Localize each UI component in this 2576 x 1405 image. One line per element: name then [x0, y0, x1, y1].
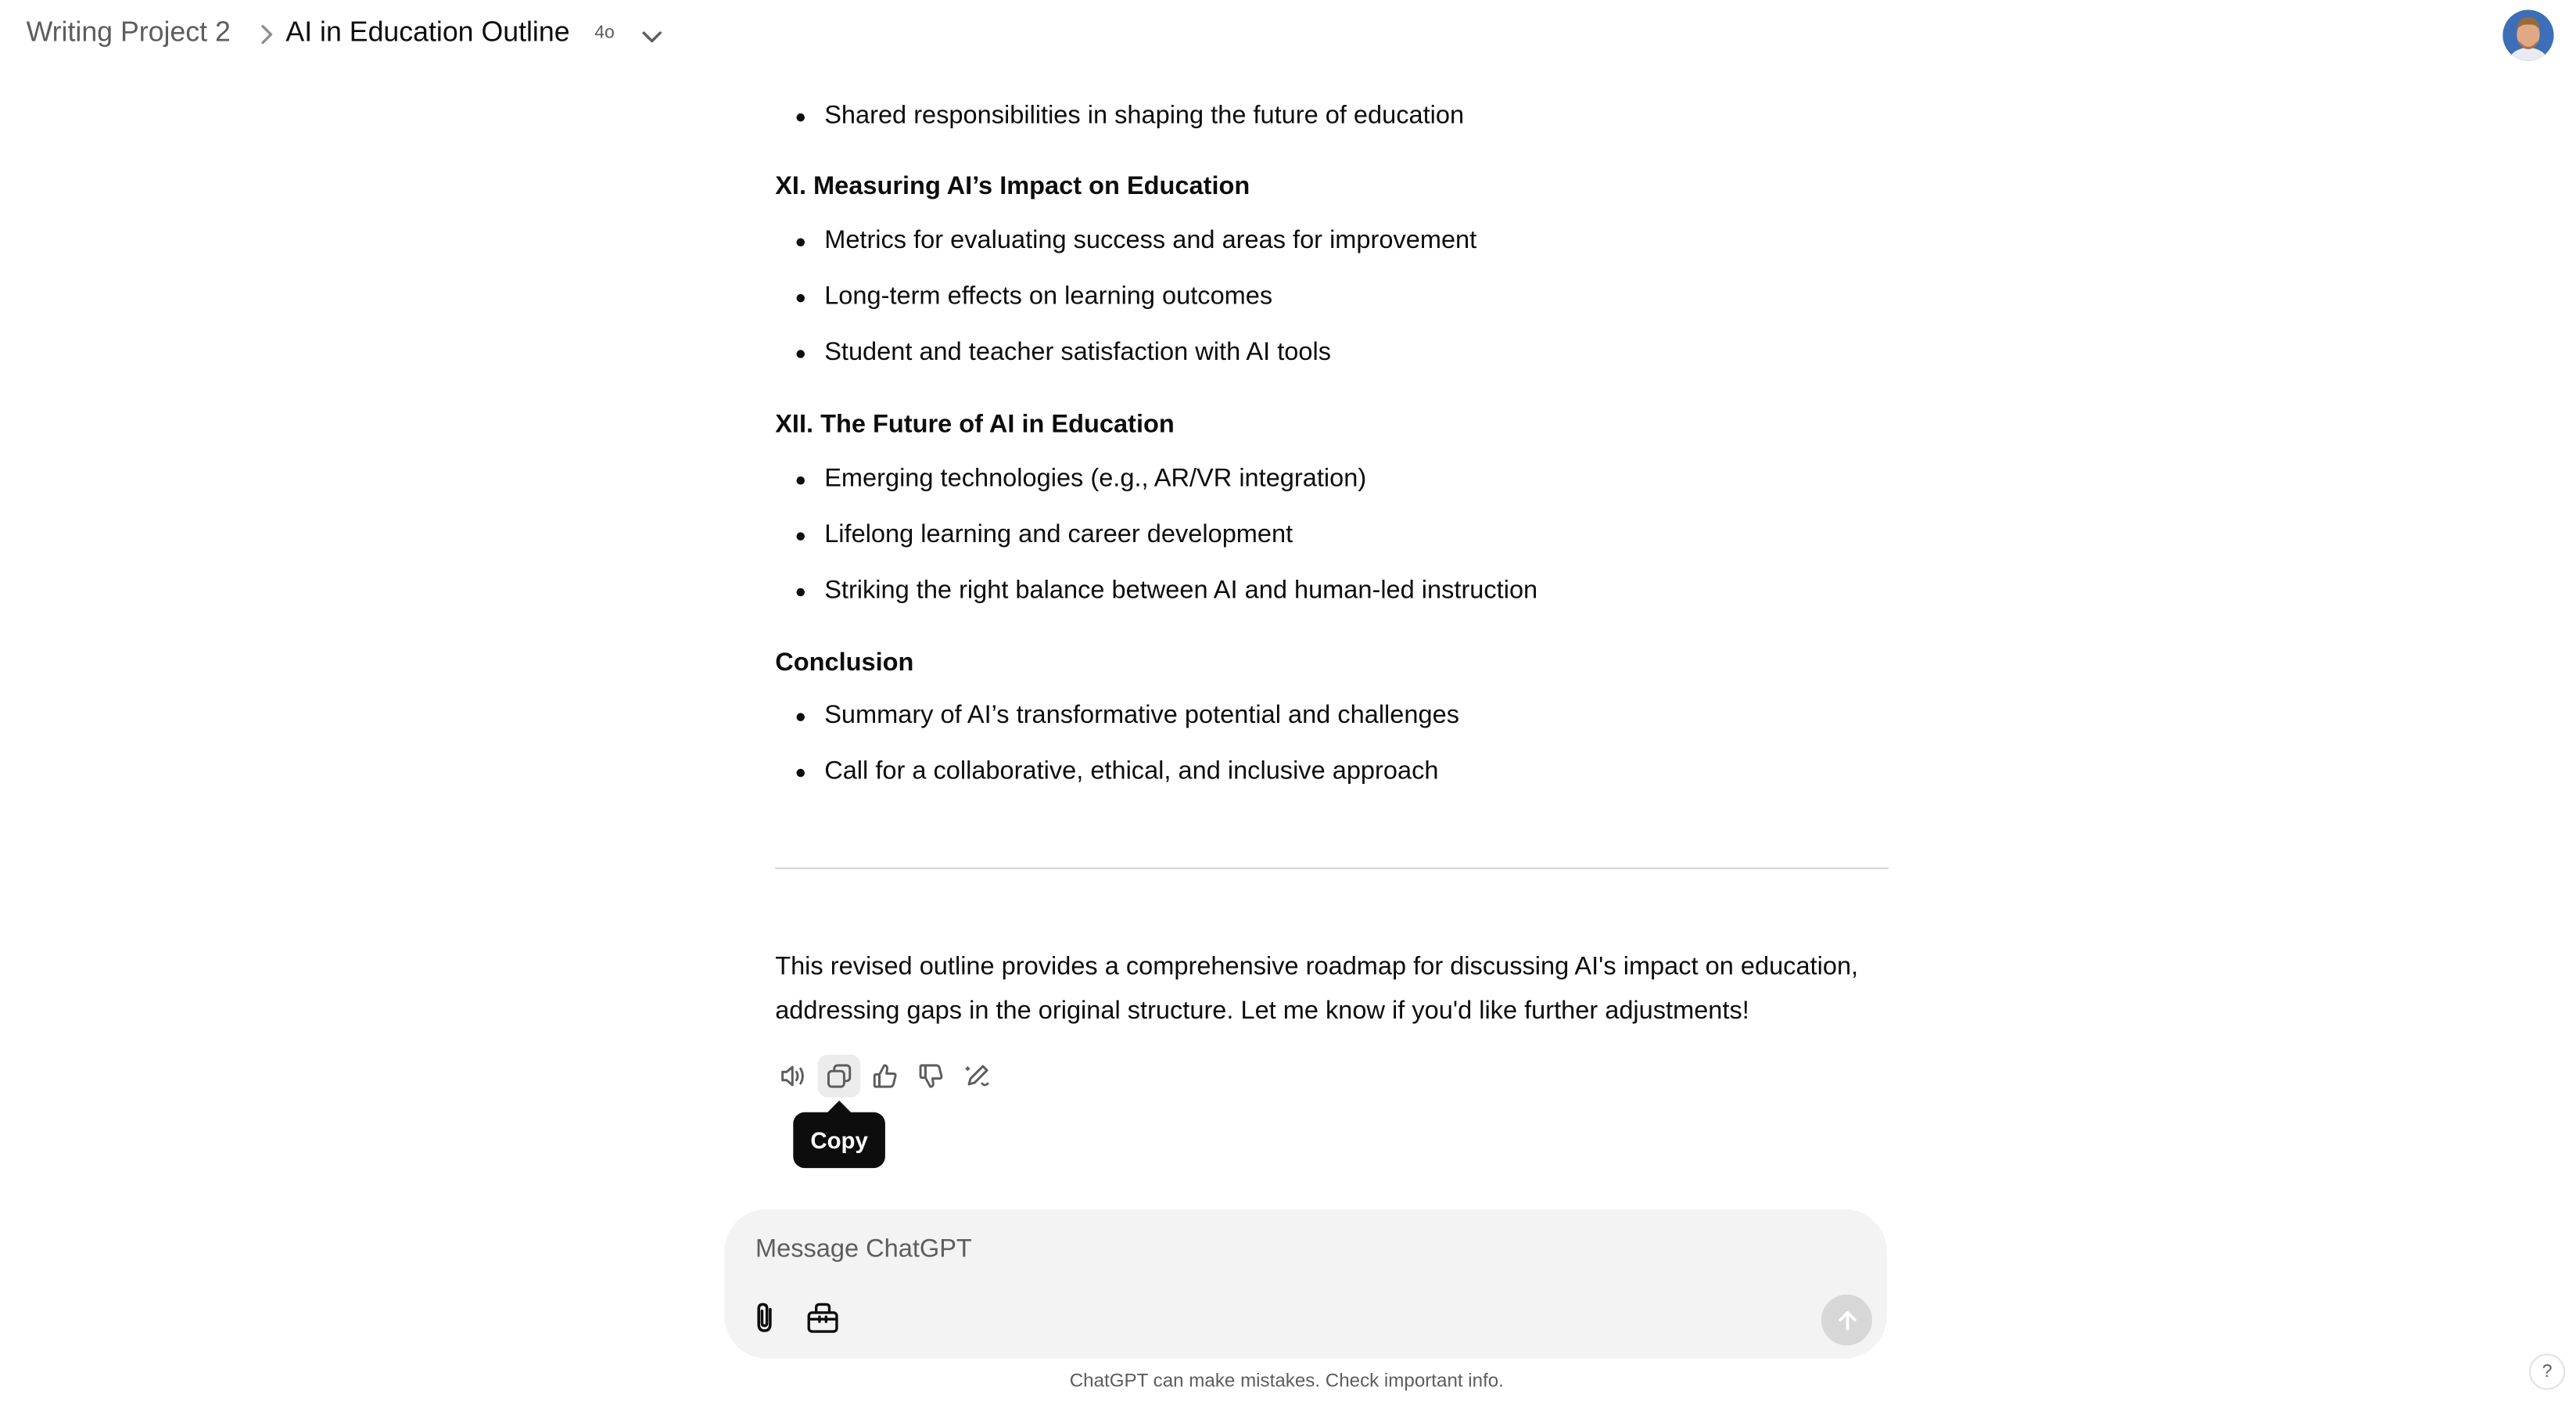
- send-button[interactable]: [1821, 1295, 1872, 1346]
- horizontal-rule: [775, 868, 1889, 869]
- chevron-right-icon: [257, 21, 276, 48]
- copy-button[interactable]: [818, 1055, 861, 1098]
- list-item: Student and teacher satisfaction with AI tools: [824, 332, 1331, 375]
- list-item: Shared responsibilities in shaping the future of education: [824, 95, 1464, 138]
- thumbs-down-icon: [917, 1062, 946, 1091]
- chevron-down-icon[interactable]: [639, 23, 666, 49]
- attach-button[interactable]: [749, 1299, 782, 1335]
- thumbs-up-button[interactable]: [864, 1055, 907, 1098]
- list-item: Summary of AI’s transformative potential and challenges: [824, 695, 1459, 738]
- paperclip-icon: [749, 1299, 782, 1335]
- list-item: Emerging technologies (e.g., AR/VR integration): [824, 458, 1366, 501]
- list-item: Long-term effects on learning outcomes: [824, 276, 1272, 319]
- closing-paragraph: [775, 947, 1889, 1033]
- read-aloud-button[interactable]: [772, 1055, 815, 1098]
- list-item: Striking the right balance between AI and human-led instruction: [824, 570, 1537, 613]
- top-bar: [0, 0, 2575, 72]
- thumbs-down-button[interactable]: [909, 1055, 953, 1098]
- breadcrumb-chat-title[interactable]: AI in Education Outline: [285, 16, 570, 48]
- model-badge[interactable]: 4o: [594, 23, 615, 43]
- avatar[interactable]: [2502, 10, 2553, 61]
- user-avatar-icon: [2502, 10, 2553, 61]
- list-item: Lifelong learning and career development: [824, 514, 1293, 557]
- copy-icon: [824, 1062, 854, 1091]
- thumbs-up-icon: [870, 1062, 900, 1091]
- breadcrumb-project[interactable]: Writing Project 2: [26, 16, 231, 48]
- arrow-up-icon: [1834, 1307, 1860, 1334]
- read-aloud-icon: [778, 1062, 808, 1091]
- list-item: Call for a collaborative, ethical, and inclusive approach: [824, 751, 1438, 794]
- section-heading: XII. The Future of AI in Education: [775, 411, 1175, 439]
- edit-in-canvas-button[interactable]: [956, 1055, 999, 1098]
- closing-line: addressing gaps in the original structure. Let me know if you'd like further adjustments!: [775, 996, 1749, 1025]
- message-composer: [724, 1209, 1887, 1359]
- tools-button[interactable]: [805, 1299, 841, 1335]
- edit-in-canvas-icon: [963, 1062, 992, 1091]
- section-heading: Conclusion: [775, 649, 914, 677]
- copy-tooltip: Copy: [793, 1112, 885, 1168]
- section-heading: XI. Measuring AI’s Impact on Education: [775, 172, 1250, 201]
- help-button[interactable]: ?: [2529, 1353, 2565, 1389]
- list-item: Metrics for evaluating success and areas for improvement: [824, 220, 1476, 263]
- disclaimer: ChatGPT can make mistakes. Check important info.: [1069, 1371, 1504, 1392]
- closing-line: This revised outline provides a comprehensive roadmap for discussing AI's impact on education,: [775, 953, 1859, 981]
- message-input[interactable]: [752, 1229, 1744, 1272]
- toolbox-icon: [805, 1299, 841, 1335]
